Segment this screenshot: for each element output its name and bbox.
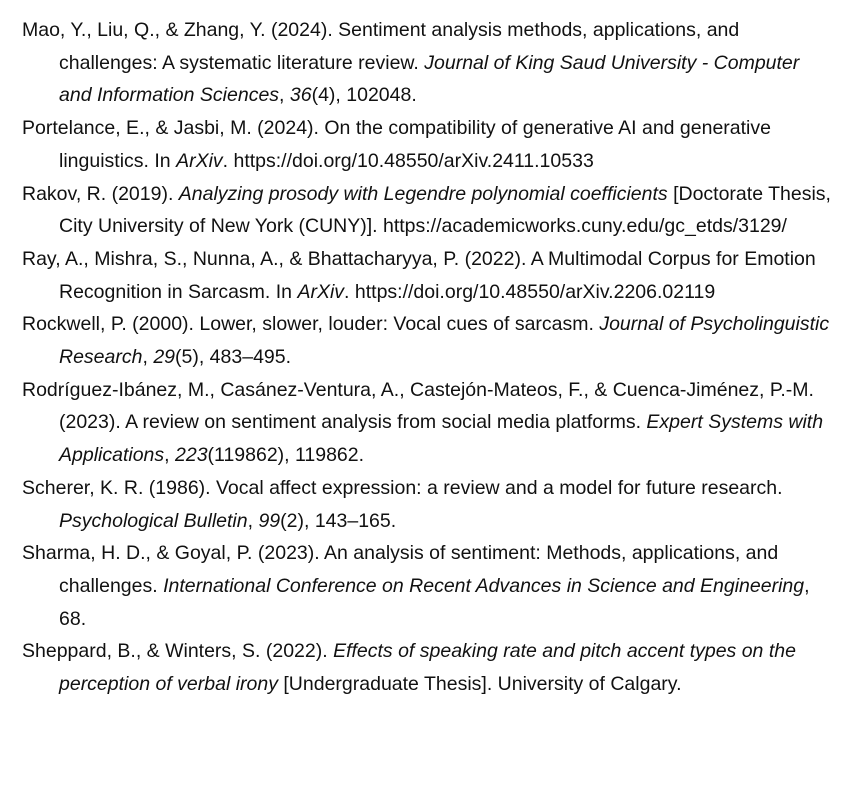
- journal-title: Journal of Psycholinguistic Research: [59, 313, 830, 369]
- reference-text: ,: [247, 509, 259, 532]
- reference-entry: [22, 472, 837, 537]
- reference-list: [22, 14, 837, 701]
- reference-text: ,: [142, 346, 154, 369]
- reference-text: (2), 143–165.: [280, 509, 397, 532]
- journal-title: Journal of King Saud University - Computer and Information Sciences: [59, 51, 800, 107]
- reference-text: Portelance, E., & Jasbi, M. (2024). On the compatibility of generative AI and generative linguistics. In: [22, 117, 771, 172]
- reference-text: . https://doi.org/10.48550/arXiv.2411.10533: [222, 149, 594, 172]
- volume-number: 223: [175, 444, 208, 467]
- reference-entry: [22, 537, 837, 635]
- thesis-title: Analyzing prosody with Legendre polynomial coefficients: [178, 182, 668, 205]
- reference-text: ,: [164, 444, 175, 467]
- conference-title: International Conference on Recent Advances in Science and Engineering: [163, 574, 805, 597]
- reference-text: (119862), 119862.: [207, 444, 365, 467]
- volume-number: 99: [258, 509, 281, 532]
- journal-title: Psychological Bulletin: [59, 509, 248, 532]
- reference-entry: [22, 308, 837, 373]
- reference-text: . https://doi.org/10.48550/arXiv.2206.02119: [344, 280, 716, 303]
- reference-entry: [22, 178, 837, 243]
- reference-text: Scherer, K. R. (1986). Vocal affect expression: a review and a model for future research.: [22, 476, 783, 499]
- volume-number: 36: [289, 84, 312, 107]
- reference-text: Rakov, R. (2019).: [22, 182, 179, 205]
- reference-text: , 68.: [59, 574, 810, 630]
- reference-entry: [22, 635, 837, 700]
- reference-text: Ray, A., Mishra, S., Nunna, A., & Bhattacharyya, P. (2022). A Multimodal Corpus for Emotion Recognition in Sarcasm. In: [22, 247, 816, 303]
- reference-text: ,: [279, 84, 290, 107]
- reference-text: [Undergraduate Thesis]. University of Calgary.: [277, 673, 682, 696]
- reference-entry: [22, 243, 837, 308]
- reference-text: Rockwell, P. (2000). Lower, slower, louder: Vocal cues of sarcasm.: [22, 313, 600, 336]
- source-title: ArXiv: [176, 149, 223, 172]
- volume-number: 29: [153, 346, 176, 369]
- reference-text: Rodríguez-Ibánez, M., Casánez-Ventura, A., Castejón-Mateos, F., & Cuenca-Jiménez, P.-M. (2023). A review on sentiment analysis from social media platforms.: [22, 378, 814, 434]
- reference-entry: [22, 112, 837, 177]
- reference-entry: [22, 14, 837, 112]
- reference-text: Mao, Y., Liu, Q., & Zhang, Y. (2024). Sentiment analysis methods, applications, and challenges: A systematic literature review.: [22, 19, 740, 74]
- source-title: ArXiv: [297, 280, 345, 303]
- reference-text: Sheppard, B., & Winters, S. (2022).: [22, 640, 334, 663]
- reference-text: (4), 102048.: [311, 84, 417, 107]
- reference-text: Sharma, H. D., & Goyal, P. (2023). An analysis of sentiment: Methods, applications, and challenges.: [22, 542, 779, 597]
- journal-title: Expert Systems with Applications: [59, 411, 824, 467]
- reference-text: [Doctorate Thesis, City University of New York (CUNY)]. https://academicworks.cuny.edu/gc_etds/3129/: [59, 182, 831, 238]
- reference-entry: [22, 374, 837, 472]
- thesis-title: Effects of speaking rate and pitch accent types on the perception of verbal irony: [59, 640, 796, 696]
- reference-text: (5), 483–495.: [175, 346, 292, 369]
